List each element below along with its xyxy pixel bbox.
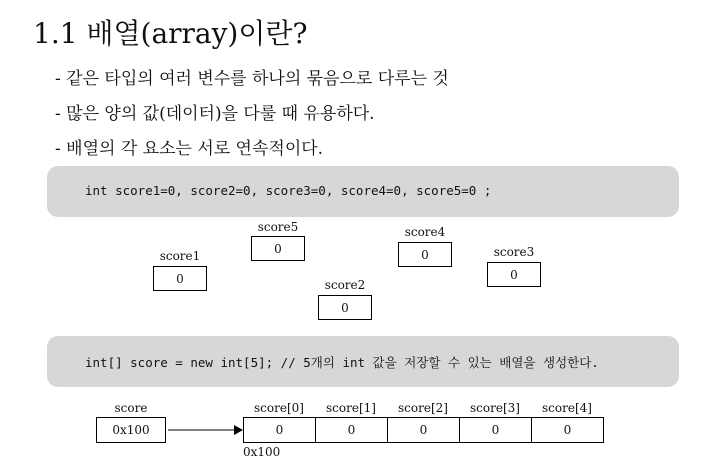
var-label-score1: score1 [159,249,201,263]
code-line-array: int[] score = new int[5]; // 5개의 int 값을 저장할 수 있는 배열을 생성한다. [85,355,599,370]
array-cell-4: 0 [531,417,604,443]
array-label-4: score[4] [542,401,592,415]
array-label-1: score[1] [326,401,376,415]
array-label-3: score[3] [470,401,520,415]
array-cell-3: 0 [459,417,532,443]
array-address: 0x100 [243,445,281,459]
array-cell-0: 0 [243,417,316,443]
var-label-score3: score3 [493,245,535,259]
var-box-score3: 0 [487,262,541,287]
arrow-icon [168,423,244,437]
array-cell-2: 0 [387,417,460,443]
bullet-2: - 많은 양의 값(데이터)을 다룰 때 유용하다. [55,104,375,124]
var-label-score2: score2 [324,278,366,292]
var-label-score4: score4 [404,225,446,239]
var-label-score5: score5 [257,220,299,234]
code-block-variables [47,166,679,217]
var-box-score5: 0 [251,236,305,261]
page-title: 1.1 배열(array)이란? [33,17,308,50]
array-label-2: score[2] [398,401,448,415]
ref-label: score [114,401,148,415]
bullet-1: - 같은 타입의 여러 변수를 하나의 묶음으로 다루는 것 [55,69,449,89]
array-cell-1: 0 [315,417,388,443]
code-line-variables: int score1=0, score2=0, score3=0, score4=0, score5=0 ; [85,183,492,198]
var-box-score1: 0 [153,266,207,291]
code-block-array [47,336,679,387]
array-label-0: score[0] [254,401,304,415]
bullet-3: - 배열의 각 요소는 서로 연속적이다. [55,139,324,159]
var-box-score2: 0 [318,295,372,320]
var-box-score4: 0 [398,242,452,267]
ref-box: 0x100 [96,417,166,443]
